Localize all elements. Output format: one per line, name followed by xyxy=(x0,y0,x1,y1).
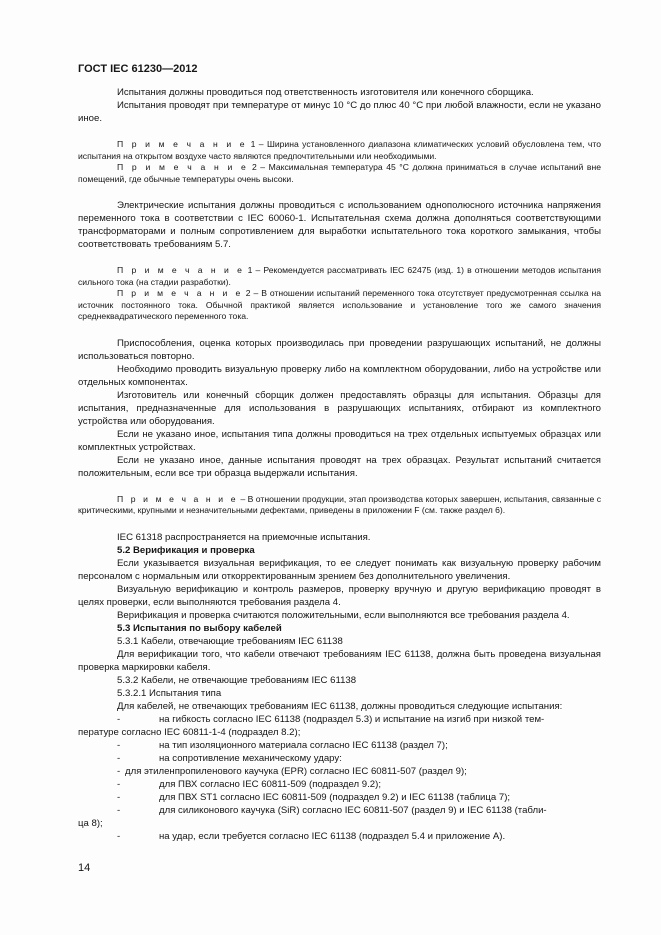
note-label: П р и м е ч а н и е xyxy=(117,288,243,298)
paragraph: IEC 61318 распространяется на приемочные испытания. xyxy=(117,531,371,543)
note xyxy=(78,288,601,323)
note-text: – В отношении продукции, этап производства которых завершен, испытания, связанные с критическими, крупными и незначительными дефектами, приведены в приложении F (см. также раздел 6). xyxy=(78,493,601,515)
list-item-text: для силиконового каучука (SiR) согласно IEC 60811-507 (раздел 9) и IEC 61138 (табли- xyxy=(159,804,547,816)
section-heading-5-3: 5.3 Испытания по выбору кабелей xyxy=(117,622,282,634)
paragraph: Необходимо проводить визуальную проверку либо на комплектном оборудовании, либо на устройстве или отдельных компонентах. xyxy=(78,363,601,388)
section-heading-5-2: 5.2 Верификация и проверка xyxy=(117,544,255,556)
note-text: 2 – Максимальная температура 45 °С должна приниматься в случае испытаний вне помещений, где обычные температуры очень высоки. xyxy=(78,162,601,184)
list-item-text: на сопротивление механическому удару: xyxy=(159,752,342,764)
list-dash: - xyxy=(117,778,121,790)
list-dash: - xyxy=(117,752,121,764)
list-item xyxy=(78,765,601,778)
list-dash: - xyxy=(117,791,121,803)
note-text: 1 – Рекомендуется рассматривать IEC 62475 (изд. 1) в отношении методов испытания сильного тока (на стадии разработки). xyxy=(78,265,601,287)
paragraph: Визуальную верификацию и контроль размеров, проверку вручную и другую верификацию проводят в целях проверки, если выполняются требования раздела 4. xyxy=(78,583,601,608)
list-item-text: на удар, если требуется согласно IEC 61138 (подраздел 5.4 и приложение А). xyxy=(159,830,506,842)
note xyxy=(78,139,601,162)
list-item-continuation: пературе согласно IEC 60811-1-4 (подраздел 8.2); xyxy=(78,726,301,738)
paragraph: Приспособления, оценка которых производилась при проведении разрушающих испытаний, не должны использоваться повторно. xyxy=(78,337,601,362)
list-dash: - xyxy=(117,830,121,842)
paragraph: Если указывается визуальная верификация, то ее следует понимать как визуальную проверку рабочим персоналом с нормальным или откорректированным зрением без дополнительного увеличения. xyxy=(78,557,601,582)
paragraph: Изготовитель или конечный сборщик должен предоставлять образцы для испытания. Образцы для испытания, предназначенные для использования в разрушающих испытаниях, отбирают из комплектного устройства или оборудования. xyxy=(78,389,601,427)
list-item-text: на гибкость согласно IEC 61138 (подраздел 5.3) и испытание на изгиб при низкой тем- xyxy=(159,713,545,725)
paragraph: Если не указано иное, данные испытания проводят на трех образцах. Результат испытаний считается положительным, если все три образца выдержали испытания. xyxy=(78,454,601,479)
list-item xyxy=(78,791,601,804)
note xyxy=(78,494,601,517)
paragraph: Если не указано иное, испытания типа должны проводиться на трех отдельных испытуемых образцах или комплектных устройствах. xyxy=(78,428,601,453)
subsection-heading: 5.3.2.1 Испытания типа xyxy=(117,687,222,699)
note-label: П р и м е ч а н и е xyxy=(117,493,239,504)
list-item xyxy=(78,713,601,726)
list-item-text: для ПВХ согласно IEC 60811-509 (подраздел 9.2); xyxy=(159,778,381,790)
note xyxy=(78,265,601,288)
note-label: П р и м е ч а н и е xyxy=(117,139,248,149)
note-text: 1 – Ширина установленного диапазона климатических условий обусловлена тем, что испытания на открытом воздухе часто являются предпочтительными или необходимыми. xyxy=(78,139,601,161)
list-item-continuation: ца 8); xyxy=(78,817,103,829)
list-item xyxy=(78,752,601,765)
note-label: П р и м е ч а н и е xyxy=(117,265,245,275)
paragraph: Верификация и проверка считаются положительными, если выполняются все требования раздела 4. xyxy=(117,609,570,621)
list-item-text: для ПВХ ST1 согласно IEC 60811-509 (подраздел 9.2) и IEC 61138 (таблица 7); xyxy=(159,791,511,803)
page-number: 14 xyxy=(78,862,91,874)
note-label: П р и м е ч а н и е xyxy=(117,162,249,172)
list-dash: - xyxy=(117,765,121,777)
list-item xyxy=(78,739,601,752)
subsection-heading: 5.3.2 Кабели, не отвечающие требованиям IEC 61138 xyxy=(117,674,357,686)
page-body xyxy=(78,86,601,843)
paragraph: Испытания должны проводиться под ответственность изготовителя или конечного сборщика. xyxy=(117,87,534,98)
list-item xyxy=(78,804,601,817)
paragraph: Электрические испытания должны проводиться с использованием однополюсного источника напряжения переменного тока в соответствии с IEC 60060-1. Испытательная схема должна дополняться соответствующими трансформаторами и полным сопротивлением для выработки испытательного тока короткого замыкания, чтобы соответствовать требованиям 5.7. xyxy=(78,200,601,250)
list-item-text: на тип изоляционного материала согласно IEC 61138 (раздел 7); xyxy=(159,739,448,751)
note xyxy=(78,162,601,185)
list-item-text: для этиленпропиленового каучука (EPR) согласно IEC 60811-507 (раздел 9); xyxy=(125,765,467,777)
list-dash: - xyxy=(117,739,121,751)
note-text: 2 – В отношении испытаний переменного тока отсутствует предусмотренная ссылка на источник постоянного тока. Обычной практикой является использование и установление того же самого значения среднеквадратического переменного тока. xyxy=(78,288,601,321)
list-dash: - xyxy=(117,804,121,816)
paragraph: Испытания проводят при температуре от минус 10 °С до плюс 40 °С при любой влажности, если не указано иное. xyxy=(78,100,601,124)
list-dash: - xyxy=(117,713,121,725)
list-item xyxy=(78,778,601,791)
paragraph: Для кабелей, не отвечающих требованиям IEC 61138, должны проводиться следующие испытания: xyxy=(117,700,563,712)
document-header: ГОСТ IEC 61230—2012 xyxy=(78,63,198,75)
list-item xyxy=(78,830,601,843)
subsection-heading: 5.3.1 Кабели, отвечающие требованиям IEC 61138 xyxy=(117,635,343,647)
paragraph: Для верификации того, что кабели отвечают требованиям IEC 61138, должна быть проведена визуальная проверка маркировки кабеля. xyxy=(78,648,601,673)
